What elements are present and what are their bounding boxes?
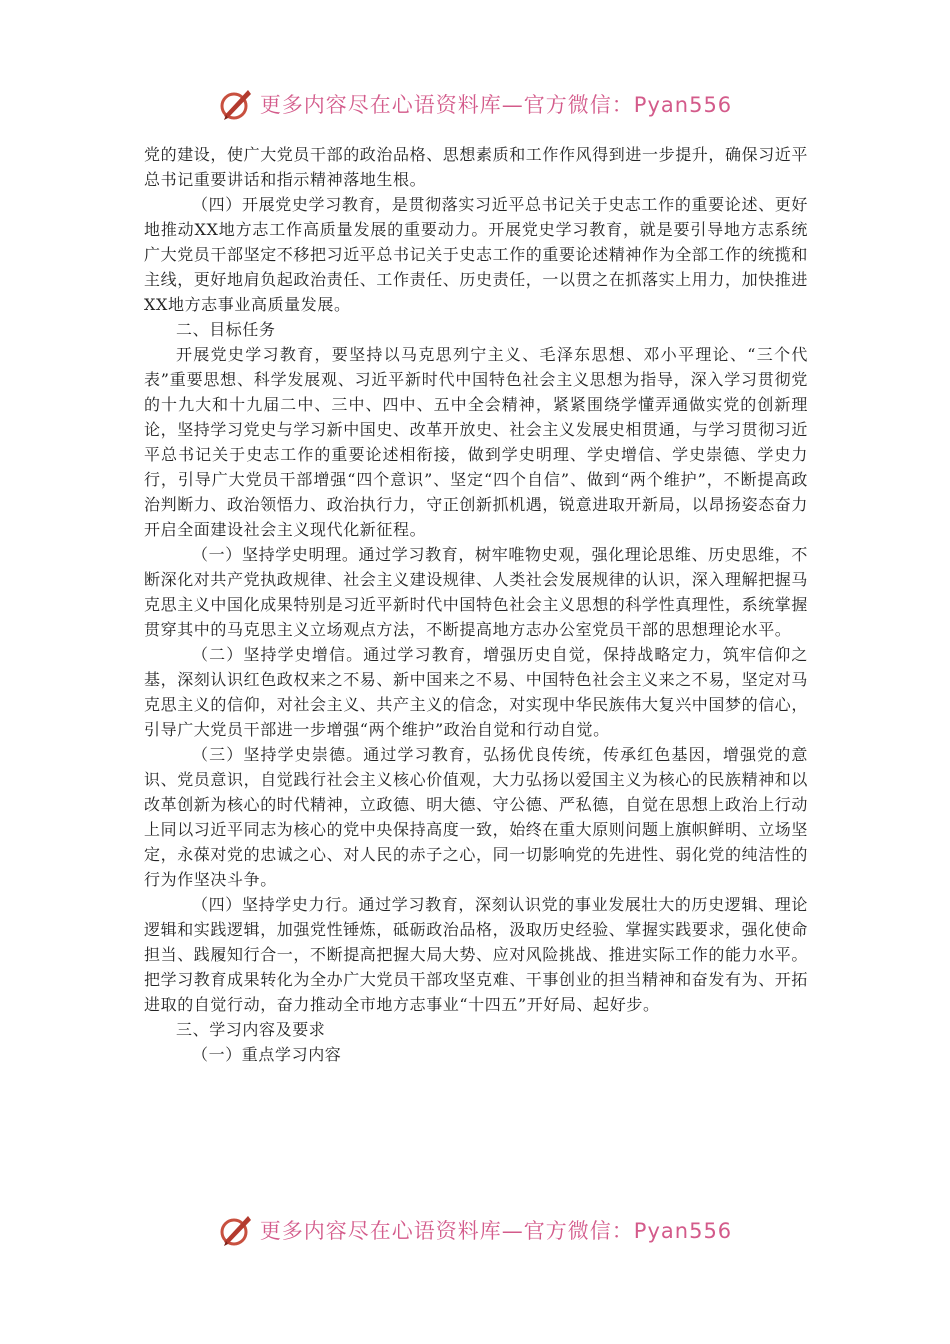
paragraph: （二）坚持学史增信。通过学习教育，增强历史自觉，保持战略定力，筑牢信仰之基，深刻认识红色政权来之不易、新中国来之不易、中国特色社会主义来之不易，坚定对马克思主义的信仰，对社会主义、共产主义的信念，对实现中华民族伟大复兴中国梦的信心，引导广大党员干部进一步增强“两个维护”政治自觉和行动自觉。 bbox=[144, 645, 809, 739]
watermark-text: 更多内容尽在心语资料库—官方微信：Pyan556 bbox=[259, 93, 733, 117]
section-heading: 三、学习内容及要求 bbox=[176, 1020, 326, 1039]
subsection-heading: （一）重点学习内容 bbox=[192, 1045, 342, 1064]
paragraph: （四）开展党史学习教育，是贯彻落实习近平总书记关于史志工作的重要论述、更好地推动XX地方志工作高质量发展的重要动力。开展党史学习教育，就是要引导地方志系统广大党员干部坚定不移把习近平总书记关于史志工作的重要论述精神作为全部工作的统揽和主线，更好地肩负起政治责任、工作责任、历史责任，一以贯之在抓落实上用力，加快推进XX地方志事业高质量发展。 bbox=[144, 195, 809, 314]
quill-logo-icon bbox=[218, 1212, 254, 1248]
paragraph: 开展党史学习教育，要坚持以马克思列宁主义、毛泽东思想、邓小平理论、“三个代表”重要思想、科学发展观、习近平新时代中国特色社会主义思想为指导，深入学习贯彻党的十九大和十九届二中、三中、四中、五中全会精神，紧紧围绕学懂弄通做实党的创新理论，坚持学习党史与学习新中国史、改革开放史、社会主义发展史相贯通，与学习贯彻习近平总书记关于史志工作的重要论述相衔接，做到学史明理、学史增信、学史崇德、学史力行，引导广大党员干部增强“四个意识”、坚定“四个自信”、做到“两个维护”，不断提高政治判断力、政治领悟力、政治执行力，守正创新抓机遇，锐意进取开新局，以昂扬姿态奋力开启全面建设社会主义现代化新征程。 bbox=[144, 345, 809, 539]
paragraph: （一）坚持学史明理。通过学习教育，树牢唯物史观，强化理论思维、历史思维，不断深化对共产党执政规律、社会主义建设规律、人类社会发展规律的认识，深入理解把握马克思主义中国化成果特别是习近平新时代中国特色社会主义思想的科学性真理性，系统掌握贯穿其中的马克思主义立场观点方法，不断提高地方志办公室党员干部的思想理论水平。 bbox=[144, 545, 809, 639]
paragraph: （三）坚持学史崇德。通过学习教育，弘扬优良传统，传承红色基因，增强党的意识、党员意识，自觉践行社会主义核心价值观，大力弘扬以爱国主义为核心的民族精神和以改革创新为核心的时代精神，立政德、明大德、守公德、严私德，自觉在思想上政治上行动上同以习近平同志为核心的党中央保持高度一致，始终在重大原则问题上旗帜鲜明、立场坚定，永葆对党的忠诚之心、对人民的赤子之心，同一切影响党的先进性、弱化党的纯洁性的行为作坚决斗争。 bbox=[144, 745, 809, 889]
watermark-header bbox=[0, 84, 950, 124]
watermark-text: 更多内容尽在心语资料库—官方微信：Pyan556 bbox=[259, 1219, 733, 1243]
quill-logo-icon bbox=[218, 86, 254, 122]
paragraph: （四）坚持学史力行。通过学习教育，深刻认识党的事业发展壮大的历史逻辑、理论逻辑和实践逻辑，加强党性锤炼，砥砺政治品格，汲取历史经验、掌握实践要求，强化使命担当、践履知行合一，不断提高把握大局大势、应对风险挑战、推进实际工作的能力水平。把学习教育成果转化为全办广大党员干部攻坚克难、干事创业的担当精神和奋发有为、开拓进取的自觉行动，奋力推动全市地方志事业“十四五”开好局、起好步。 bbox=[144, 895, 809, 1014]
section-heading: 二、目标任务 bbox=[176, 320, 276, 339]
document-body bbox=[144, 142, 808, 1067]
paragraph: 党的建设，使广大党员干部的政治品格、思想素质和工作作风得到进一步提升，确保习近平总书记重要讲话和指示精神落地生根。 bbox=[144, 145, 809, 189]
watermark-footer bbox=[0, 1210, 950, 1250]
